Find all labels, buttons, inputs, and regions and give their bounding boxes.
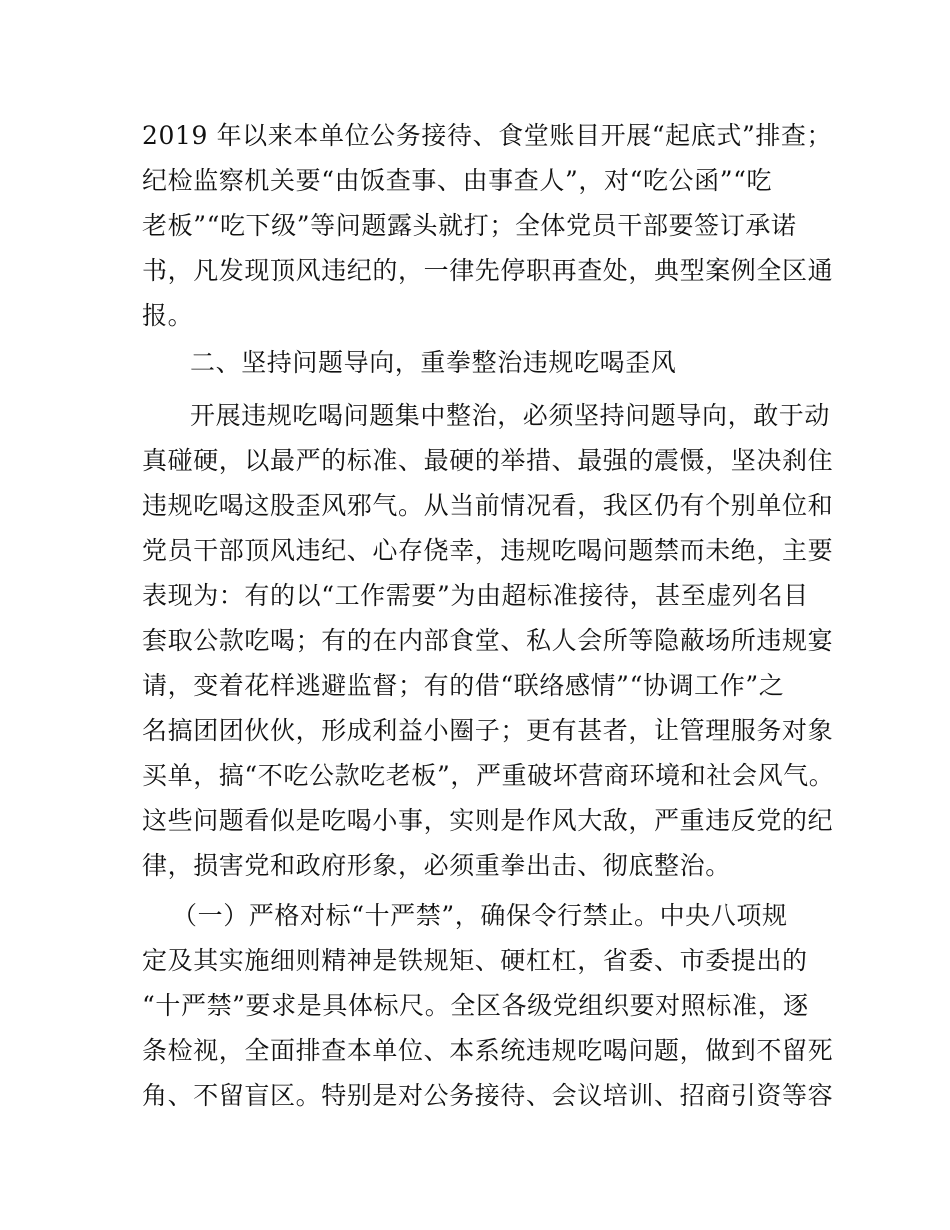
- paragraph-line: 这些问题看似是吃喝小事，实则是作风大敌，严重违反党的纪: [142, 806, 834, 835]
- paragraph-line: “十严禁”要求是具体标尺。全区各级党组织要对照标准，逐: [142, 991, 809, 1020]
- paragraph-line: 套取公款吃喝；有的在内部食堂、私人会所等隐蔽场所违规宴: [142, 626, 834, 655]
- paragraph-line: 定及其实施细则精神是铁规矩、硬杠杠，省委、市委提出的: [142, 946, 808, 975]
- paragraph-line: 名搞团团伙伙，形成利益小圈子；更有甚者，让管理服务对象: [142, 716, 834, 745]
- paragraph-line: 2019 年以来本单位公务接待、食堂账目开展“起底式”排查；: [142, 121, 833, 150]
- paragraph-line: 书，凡发现顶风违纪的，一律先停职再查处，典型案例全区通: [142, 256, 834, 285]
- paragraph-line: 纪检监察机关要“由饭查事、由事查人”，对“吃公函”“吃: [142, 166, 773, 195]
- paragraph-line: 开展违规吃喝问题集中整治，必须坚持问题导向，敢于动: [190, 401, 831, 430]
- paragraph-line: 违规吃喝这股歪风邪气。从当前情况看，我区仍有个别单位和: [142, 491, 834, 520]
- paragraph-line: 买单，搞“不吃公款吃老板”，严重破坏营商环境和社会风气。: [142, 761, 835, 790]
- paragraph-line: 律，损害党和政府形象，必须重拳出击、彻底整治。: [142, 851, 731, 880]
- paragraph-line: （一）严格对标“十严禁”，确保令行禁止。中央八项规: [172, 901, 788, 930]
- paragraph-line: 报。: [142, 301, 194, 330]
- paragraph-line: 老板”“吃下级”等问题露头就打；全体党员干部要签订承诺: [142, 211, 797, 240]
- paragraph-line: 表现为：有的以“工作需要”为由超标准接待，甚至虚列名目: [142, 581, 809, 610]
- paragraph-line: 请，变着花样逃避监督；有的借“联络感情”“协调工作”之: [142, 671, 785, 700]
- paragraph-line: 角、不留盲区。特别是对公务接待、会议培训、招商引资等容: [142, 1081, 834, 1110]
- paragraph-line: 真碰硬，以最严的标准、最硬的举措、最强的震慑，坚决刹住: [142, 446, 834, 475]
- paragraph-line: 条检视，全面排查本单位、本系统违规吃喝问题，做到不留死: [142, 1036, 834, 1065]
- section-heading: 二、坚持问题导向，重拳整治违规吃喝歪风: [190, 348, 677, 377]
- paragraph-line: 党员干部顶风违纪、心存侥幸，违规吃喝问题禁而未绝，主要: [142, 536, 834, 565]
